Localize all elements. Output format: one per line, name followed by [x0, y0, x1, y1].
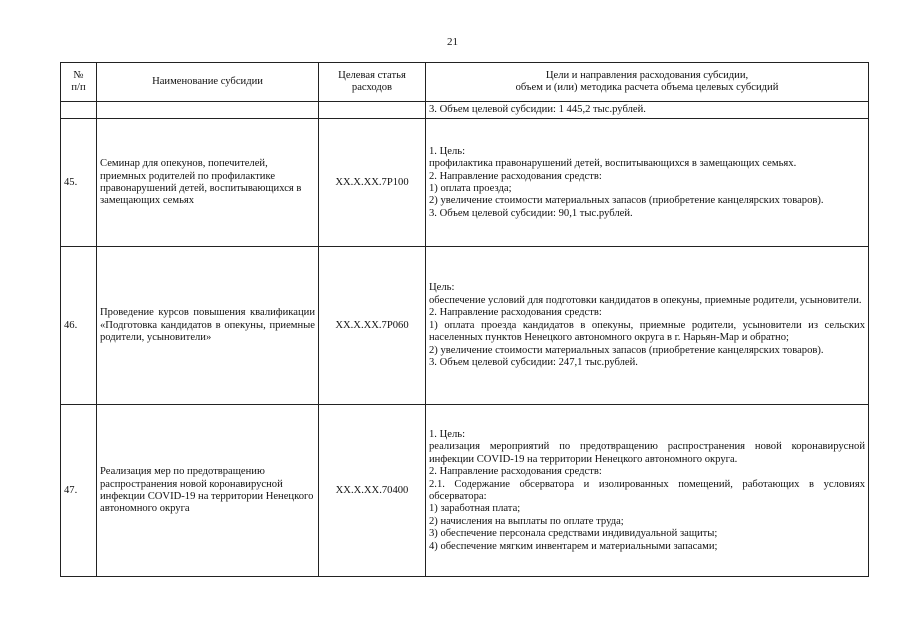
header-num: [61, 63, 97, 102]
subsidy-description: [426, 102, 869, 119]
description-line: Цель:: [429, 282, 455, 294]
row-number: 45.: [61, 119, 97, 247]
description-line: 2) увеличение стоимости материальных запасов (приобретение канцелярских товаров).: [429, 344, 824, 356]
table-header-row: [61, 63, 869, 102]
row-number: 46.: [61, 247, 97, 405]
description-line: 1. Цель:: [429, 145, 466, 157]
description-line: 4) обеспечение мягким инвентарем и материальными запасами;: [429, 540, 718, 552]
table-row: [61, 102, 869, 119]
header-code: [319, 63, 426, 102]
header-code-line: Целевая статья: [338, 69, 406, 81]
description-line: реализация мероприятий по предотвращению распространения новой коронавирусной инфекции COVID-19 на территории Ненецкого автономного округа.: [429, 441, 865, 465]
table-row: [61, 247, 869, 405]
expense-code: [319, 102, 426, 119]
table-row: [61, 405, 869, 577]
description-line: 2. Направление расходования средств:: [429, 307, 602, 319]
description-line: 1) заработная плата;: [429, 503, 521, 515]
header-num-line: №: [73, 69, 84, 81]
description-line: 3. Объем целевой субсидии: 247,1 тыс.рублей.: [429, 356, 638, 368]
description-line: 3. Объем целевой субсидии: 1 445,2 тыс.рублей.: [429, 104, 646, 115]
description-line: 1) оплата проезда кандидатов в опекуны, приемные родители, усыновители из сельских населенных пунктов Ненецкого автономного округа в г. Нарьян-Мар и обратно;: [429, 319, 865, 344]
header-name: Наименование субсидии: [97, 63, 319, 102]
description-line: 2. Направление расходования средств:: [429, 170, 602, 182]
expense-code: ХХ.Х.ХХ.7Р060: [319, 247, 426, 405]
subsidy-table: [60, 62, 869, 577]
subsidy-description: [426, 247, 869, 405]
header-num-line: п/п: [71, 82, 86, 93]
description-line: 2) начисления на выплаты по оплате труда;: [429, 515, 624, 527]
subsidy-description: [426, 405, 869, 577]
header-desc: [426, 63, 869, 102]
subsidy-name: Семинар для опекунов, попечителей, приемных родителей по профилактике правонарушений детей, воспитывающихся в замещающих семьях: [97, 119, 319, 247]
subsidy-name: Реализация мер по предотвращению распространения новой коронавирусной инфекции COVID-19 на территории Ненецкого автономного округа: [97, 405, 319, 577]
page-number: 21: [447, 36, 458, 48]
description-line: 1) оплата проезда;: [429, 182, 512, 194]
row-number: [61, 102, 97, 119]
expense-code: ХХ.Х.ХХ.70400: [319, 405, 426, 577]
description-line: 2. Направление расходования средств:: [429, 466, 602, 478]
description-line: профилактика правонарушений детей, воспитывающихся в замещающих семьях.: [429, 158, 797, 170]
header-desc-line: объем и (или) методика расчета объема целевых субсидий: [515, 82, 779, 93]
subsidy-name: Проведение курсов повышения квалификации «Подготовка кандидатов в опекуны, приемные родители, усыновители»: [97, 247, 319, 405]
description-line: 1. Цель:: [429, 428, 466, 440]
description-line: 3) обеспечение персонала средствами индивидуальной защиты;: [429, 528, 718, 540]
subsidy-name: [97, 102, 319, 119]
row-number: 47.: [61, 405, 97, 577]
header-code-line: расходов: [351, 82, 393, 93]
table-row: [61, 119, 869, 247]
description-line: 3. Объем целевой субсидии: 90,1 тыс.рублей.: [429, 207, 633, 219]
description-line: 2.1. Содержание обсерватора и изолированных помещений, работающих в условиях обсерватора:: [429, 478, 865, 502]
expense-code: ХХ.Х.ХХ.7Р100: [319, 119, 426, 247]
description-line: обеспечение условий для подготовки кандидатов в опекуны, приемные родители, усыновители.: [429, 294, 862, 306]
description-line: 2) увеличение стоимости материальных запасов (приобретение канцелярских товаров).: [429, 195, 824, 207]
subsidy-description: [426, 119, 869, 247]
header-desc-line: Цели и направления расходования субсидии,: [545, 69, 749, 81]
